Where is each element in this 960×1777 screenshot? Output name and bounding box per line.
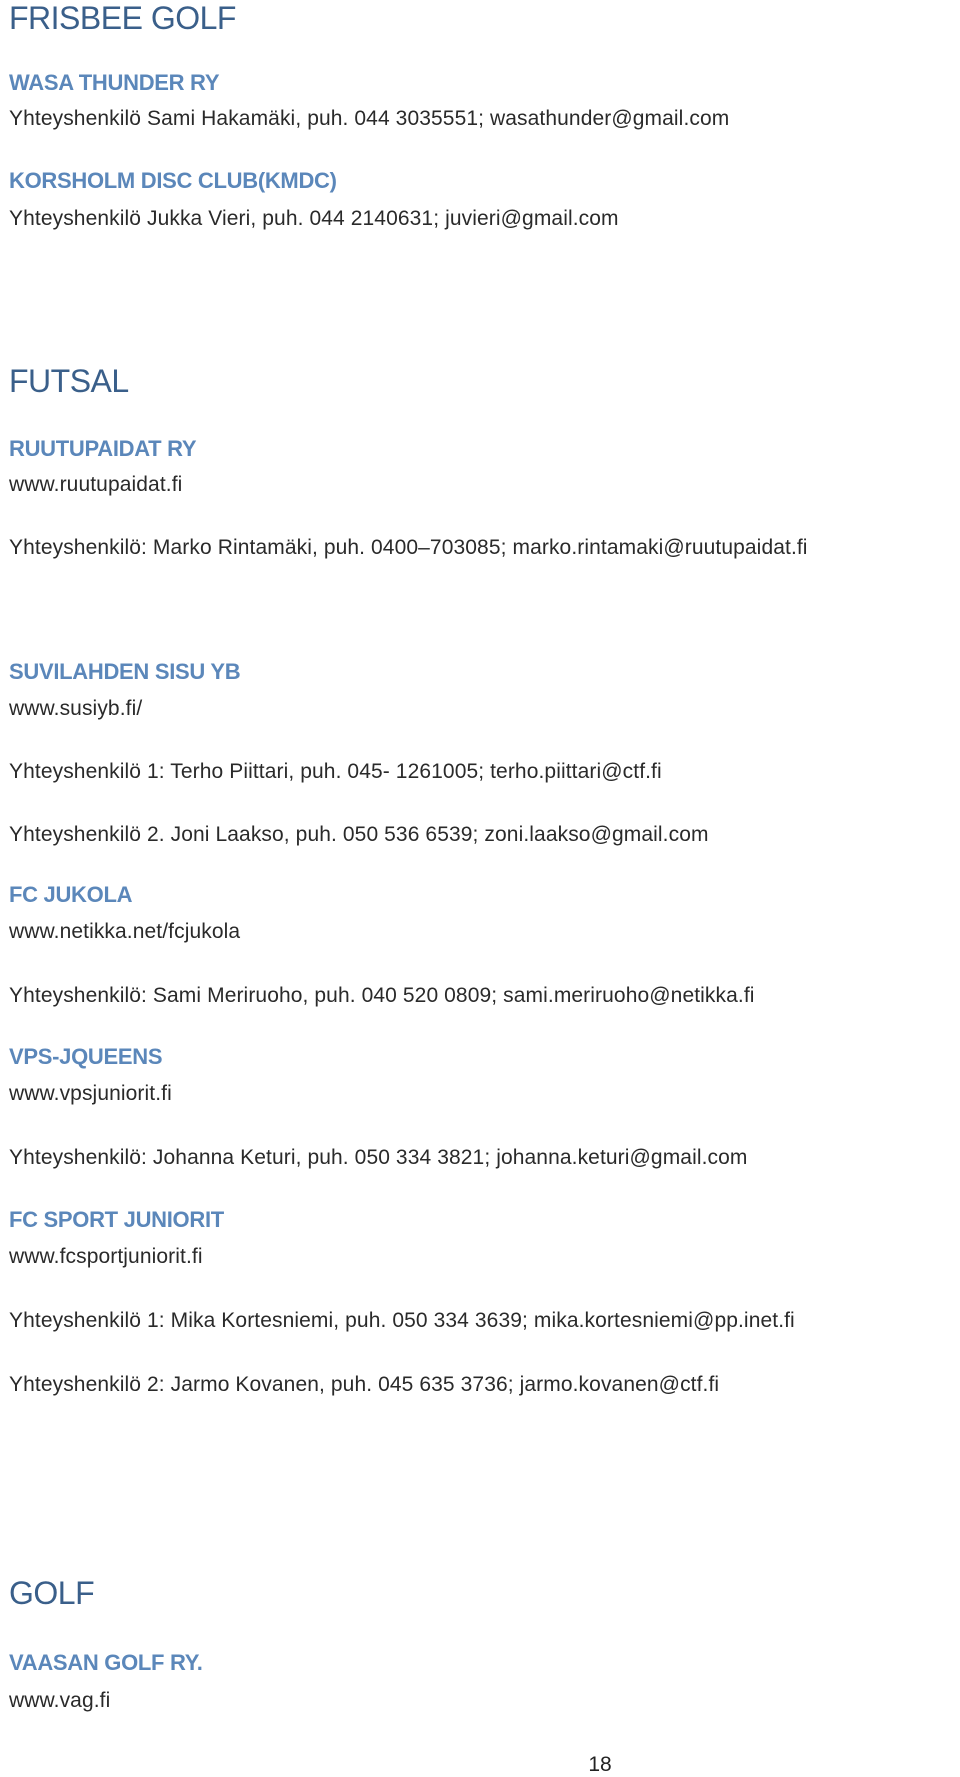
contact-line: Yhteyshenkilö: Sami Meriruoho, puh. 040 520 0809; sami.meriruoho@netikka.fi — [9, 984, 755, 1007]
page-number: 18 — [588, 1753, 612, 1776]
contact-line: Yhteyshenkilö: Marko Rintamäki, puh. 0400–703085; marko.rintamaki@ruutupaidat.fi — [9, 536, 808, 559]
section-heading-futsal: FUTSAL — [9, 363, 129, 399]
contact-line: Yhteyshenkilö 1: Mika Kortesniemi, puh. 050 334 3639; mika.kortesniemi@pp.inet.fi — [9, 1309, 795, 1332]
website-link[interactable]: www.vag.fi — [9, 1689, 111, 1712]
section-heading-golf: GOLF — [9, 1575, 95, 1611]
contact-line: Yhteyshenkilö 2: Jarmo Kovanen, puh. 045 635 3736; jarmo.kovanen@ctf.fi — [9, 1373, 720, 1396]
club-name-fc-jukola: FC JUKOLA — [9, 882, 133, 907]
contact-line: Yhteyshenkilö Sami Hakamäki, puh. 044 3035551; wasathunder@gmail.com — [9, 107, 730, 130]
website-link[interactable]: www.fcsportjuniorit.fi — [9, 1245, 203, 1268]
club-name-vaasan-golf: VAASAN GOLF RY. — [9, 1650, 203, 1675]
contact-line: Yhteyshenkilö Jukka Vieri, puh. 044 2140631; juvieri@gmail.com — [9, 207, 619, 230]
club-name-suvilahden-sisu: SUVILAHDEN SISU YB — [9, 659, 241, 684]
contact-line: Yhteyshenkilö 2. Joni Laakso, puh. 050 536 6539; zoni.laakso@gmail.com — [9, 823, 709, 846]
club-name-korsholm-disc-club: KORSHOLM DISC CLUB(KMDC) — [9, 168, 337, 193]
website-link[interactable]: www.netikka.net/fcjukola — [9, 920, 241, 943]
section-heading-frisbee-golf: FRISBEE GOLF — [9, 0, 236, 36]
website-link[interactable]: www.ruutupaidat.fi — [9, 473, 183, 496]
club-name-fc-sport-juniorit: FC SPORT JUNIORIT — [9, 1207, 224, 1232]
club-name-vps-jqueens: VPS-JQUEENS — [9, 1044, 163, 1069]
website-link[interactable]: www.vpsjuniorit.fi — [9, 1082, 172, 1105]
club-name-wasa-thunder: WASA THUNDER RY — [9, 70, 220, 95]
contact-line: Yhteyshenkilö 1: Terho Piittari, puh. 045- 1261005; terho.piittari@ctf.fi — [9, 760, 662, 783]
contact-line: Yhteyshenkilö: Johanna Keturi, puh. 050 334 3821; johanna.keturi@gmail.com — [9, 1146, 748, 1169]
club-name-ruutupaidat: RUUTUPAIDAT RY — [9, 436, 197, 461]
website-link[interactable]: www.susiyb.fi/ — [9, 697, 143, 720]
